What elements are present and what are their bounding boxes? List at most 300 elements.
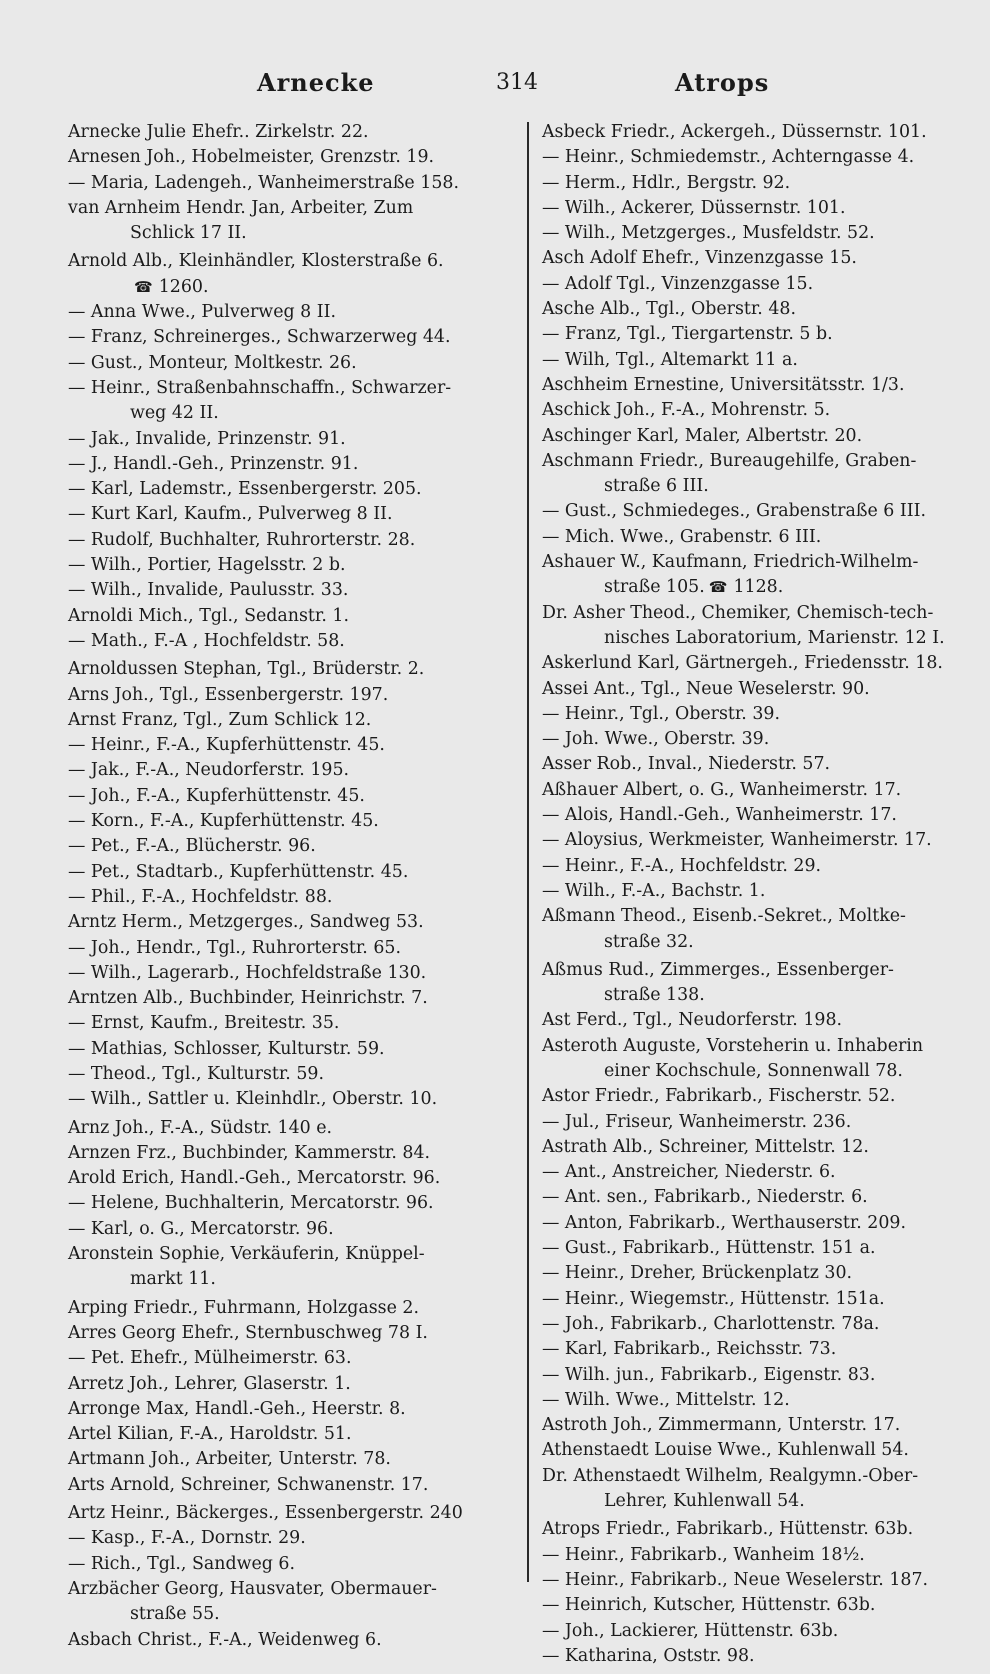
directory-entry	[542, 752, 972, 777]
entry-text: Artel Kilian, F.-A., Haroldstr. 51.	[68, 1424, 352, 1445]
entry-text: — Rudolf, Buchhalter, Ruhrorterstr. 28.	[68, 529, 416, 550]
entry-text: — Theod., Tgl., Kulturstr. 59.	[68, 1063, 324, 1084]
entry-text: — Wilh., F.-A., Bachstr. 1.	[542, 880, 766, 901]
entry-continuation	[68, 275, 500, 300]
directory-entry	[68, 708, 500, 733]
entry-text: Aschmann Friedr., Bureaugehilfe, Graben-	[542, 450, 917, 471]
directory-entry	[542, 1008, 972, 1033]
entry-line	[542, 297, 972, 322]
directory-entry	[68, 1321, 500, 1346]
entry-text: Asbeck Friedr., Ackergeh., Düssernstr. 101.	[542, 122, 927, 142]
entry-line	[68, 1397, 500, 1422]
entry-text: — Phil., F.-A., Hochfeldstr. 88.	[68, 886, 333, 907]
entry-line	[542, 1388, 972, 1413]
entry-line	[68, 885, 500, 910]
entry-text: Arzbächer Georg, Hausvater, Obermauer-	[68, 1578, 437, 1599]
entry-line	[542, 1211, 972, 1236]
entry-text: Asteroth Auguste, Vorsteherin u. Inhaberin	[542, 1035, 924, 1056]
entry-text: Athenstaedt Louise Wwe., Kuhlenwall 54.	[542, 1440, 909, 1461]
entry-text: Arntzen Alb., Buchbinder, Heinrichstr. 7.	[68, 988, 428, 1009]
directory-entry	[542, 196, 972, 221]
entry-text: einer Kochschule, Sonnenwall 78.	[604, 1060, 903, 1081]
directory-entry	[68, 325, 500, 350]
directory-entry	[542, 1034, 972, 1085]
entry-line	[542, 221, 972, 246]
entry-text: Ast Ferd., Tgl., Neudorferstr. 198.	[542, 1010, 843, 1031]
entry-line	[542, 120, 972, 145]
entry-line	[542, 424, 972, 449]
directory-entry	[68, 834, 500, 859]
directory-entry	[542, 778, 972, 803]
entry-line	[68, 452, 500, 477]
directory-entry	[68, 578, 500, 603]
entry-line	[542, 1413, 972, 1438]
entry-line	[68, 1116, 500, 1141]
entry-text: — Adolf Tgl., Vinzenzgasse 15.	[542, 273, 814, 294]
entry-text: — Heinr., Fabrikarb., Wanheim 18½.	[542, 1544, 865, 1565]
entry-text: — Karl, Lademstr., Essenbergerstr. 205.	[68, 479, 422, 500]
entry-text: Schlick 17 II.	[130, 223, 247, 244]
entry-line	[542, 828, 972, 853]
directory-entry	[542, 1337, 972, 1362]
directory-entry	[68, 1422, 500, 1447]
directory-entry	[68, 1372, 500, 1397]
directory-entry	[68, 452, 500, 477]
entry-continuation	[542, 575, 972, 600]
entry-text: Arnst Franz, Tgl., Zum Schlick 12.	[68, 709, 372, 730]
directory-entry	[542, 171, 972, 196]
entry-line	[68, 1191, 500, 1216]
entry-text: van Arnheim Hendr. Jan, Arbeiter, Zum	[68, 197, 414, 218]
directory-entry	[542, 1287, 972, 1312]
directory-entry	[68, 1447, 500, 1472]
directory-entry	[542, 1593, 972, 1618]
entry-continuation	[542, 474, 972, 499]
entry-text: — Wilh, Tgl., Altemarkt 11 a.	[542, 349, 798, 370]
entry-text: Arntz Herm., Metzgerges., Sandweg 53.	[68, 912, 424, 933]
directory-entry	[68, 809, 500, 834]
entry-text: — Joh., Lackierer, Hüttenstr. 63b.	[542, 1620, 839, 1641]
entry-line	[542, 1160, 972, 1185]
entry-line	[542, 1110, 972, 1135]
entry-text: Astrath Alb., Schreiner, Mittelstr. 12.	[542, 1136, 869, 1157]
directory-entry	[542, 1211, 972, 1236]
entry-line	[542, 1084, 972, 1109]
directory-entry	[68, 1191, 500, 1216]
entry-text: — Joh., Hendr., Tgl., Ruhrorterstr. 65.	[68, 937, 402, 958]
directory-entry	[542, 145, 972, 170]
entry-line	[542, 196, 972, 221]
directory-entry	[68, 1217, 500, 1242]
entry-text: — Herm., Hdlr., Bergstr. 92.	[542, 172, 791, 193]
entry-text: — Wilh., Invalide, Paulusstr. 33.	[68, 580, 349, 601]
entry-line	[68, 376, 500, 401]
directory-entry	[68, 936, 500, 961]
entry-line	[68, 784, 500, 809]
entry-line	[542, 1337, 972, 1362]
entry-line	[68, 1242, 500, 1267]
entry-line	[68, 1552, 500, 1577]
entry-line	[68, 1011, 500, 1036]
directory-entry	[68, 249, 500, 300]
entry-line	[542, 752, 972, 777]
entry-text: Arts Arnold, Schreiner, Schwanenstr. 17.	[68, 1474, 429, 1495]
entry-text: Arnecke Julie Ehefr.. Zirkelstr. 22.	[68, 122, 369, 142]
entry-text: — Rich., Tgl., Sandweg 6.	[68, 1553, 296, 1574]
entry-text: Arres Georg Ehefr., Sternbuschweg 78 I.	[68, 1322, 428, 1343]
entry-text: Aschinger Karl, Maler, Albertstr. 20.	[542, 425, 863, 446]
left-column	[68, 120, 500, 1653]
entry-line	[542, 322, 972, 347]
entry-text: — Wilh., Portier, Hagelsstr. 2 b.	[68, 555, 346, 576]
entry-line	[542, 702, 972, 727]
directory-entry	[68, 1062, 500, 1087]
entry-line	[542, 854, 972, 879]
entry-text: — Wilh., Lagerarb., Hochfeldstraße 130.	[68, 962, 427, 983]
entry-line	[68, 1577, 500, 1602]
directory-entry	[542, 803, 972, 828]
entry-text: — Jul., Friseur, Wanheimerstr. 236.	[542, 1111, 852, 1132]
entry-continuation	[68, 401, 500, 426]
entry-text: — Joh., Fabrikarb., Charlottenstr. 78a.	[542, 1313, 880, 1334]
header-right-keyword: Atrops	[675, 68, 770, 97]
directory-entry	[542, 398, 972, 423]
entry-text: Aßhauer Albert, o. G., Wanheimerstr. 17.	[542, 779, 902, 800]
entry-continuation	[68, 221, 500, 246]
entry-line	[542, 398, 972, 423]
entry-line	[68, 657, 500, 682]
entry-line	[542, 449, 972, 474]
entry-line	[542, 1135, 972, 1160]
directory-entry	[68, 376, 500, 427]
entry-line	[542, 1619, 972, 1644]
entry-continuation	[542, 1489, 972, 1514]
entry-line	[542, 1287, 972, 1312]
entry-line	[68, 1141, 500, 1166]
telephone-icon: ☎	[134, 277, 153, 296]
entry-line	[68, 427, 500, 452]
entry-line	[68, 1628, 500, 1653]
directory-entry	[542, 879, 972, 904]
directory-entry	[542, 449, 972, 500]
entry-line	[542, 1312, 972, 1337]
entry-line	[542, 727, 972, 752]
entry-continuation	[542, 626, 972, 651]
entry-text: — Mathias, Schlosser, Kulturstr. 59.	[68, 1038, 385, 1059]
directory-entry	[68, 1037, 500, 1062]
directory-entry	[68, 1011, 500, 1036]
directory-entry	[542, 601, 972, 652]
entry-line	[68, 553, 500, 578]
directory-entry	[542, 1312, 972, 1337]
entry-text: Ashauer W., Kaufmann, Friedrich-Wilhelm-	[542, 552, 919, 573]
entry-line	[542, 171, 972, 196]
right-column	[542, 120, 972, 1669]
entry-text: — Anton, Fabrikarb., Werthauserstr. 209.	[542, 1212, 907, 1233]
entry-text: straße 6 III.	[604, 476, 709, 497]
entry-continuation	[542, 983, 972, 1008]
entry-text: Arronge Max, Handl.-Geh., Heerstr. 8.	[68, 1398, 406, 1419]
directory-entry	[68, 629, 500, 654]
entry-text: — Gust., Fabrikarb., Hüttenstr. 151 a.	[542, 1238, 876, 1259]
directory-entry	[542, 1464, 972, 1515]
directory-entry	[542, 677, 972, 702]
directory-entry	[68, 1526, 500, 1551]
directory-entry	[542, 525, 972, 550]
entry-text: Arold Erich, Handl.-Geh., Mercatorstr. 96.	[68, 1168, 441, 1189]
entry-text: — Karl, Fabrikarb., Reichsstr. 73.	[542, 1339, 837, 1360]
directory-entry	[68, 683, 500, 708]
directory-entry	[68, 300, 500, 325]
entry-text: Aßmus Rud., Zimmerges., Essenberger-	[542, 959, 894, 980]
entry-line	[68, 986, 500, 1011]
entry-text: Asbach Christ., F.-A., Weidenweg 6.	[68, 1629, 382, 1650]
entry-line	[542, 677, 972, 702]
entry-text: Aßmann Theod., Eisenb.-Sekret., Moltke-	[542, 906, 906, 927]
entry-line	[542, 246, 972, 271]
directory-entry	[68, 1296, 500, 1321]
entry-text: Arping Friedr., Fuhrmann, Holzgasse 2.	[68, 1297, 419, 1318]
entry-line	[542, 348, 972, 373]
entry-text: — Wilh. Wwe., Mittelstr. 12.	[542, 1389, 790, 1410]
directory-entry	[542, 1261, 972, 1286]
entry-text: — Alois, Handl.-Geh., Wanheimerstr. 17.	[542, 805, 897, 826]
directory-entry	[68, 1397, 500, 1422]
entry-line	[542, 373, 972, 398]
entry-line	[68, 1526, 500, 1551]
entry-text: — Anna Wwe., Pulverweg 8 II.	[68, 302, 337, 323]
entry-text: Artz Heinr., Bäckerges., Essenbergerstr. 240	[68, 1503, 463, 1524]
entry-text: — Heinr., Schmiedemstr., Achterngasse 4.	[542, 147, 915, 168]
directory-entry	[68, 171, 500, 196]
entry-text: — Katharina, Oststr. 98.	[542, 1645, 755, 1666]
entry-line	[68, 1087, 500, 1112]
entry-text: — Heinr., F.-A., Hochfeldstr. 29.	[542, 855, 822, 876]
entry-text: Arnzen Frz., Buchbinder, Kammerstr. 84.	[68, 1142, 431, 1163]
directory-entry	[68, 1141, 500, 1166]
telephone-icon: ☎	[708, 578, 728, 597]
entry-line	[542, 879, 972, 904]
entry-line	[542, 1517, 972, 1542]
entry-line	[68, 120, 500, 145]
entry-line	[542, 1464, 972, 1489]
entry-line	[68, 1346, 500, 1371]
entry-text: — Gust., Schmiedeges., Grabenstraße 6 III.	[542, 501, 927, 522]
entry-line	[68, 351, 500, 376]
entry-line	[68, 196, 500, 221]
entry-text: Asche Alb., Tgl., Oberstr. 48.	[542, 299, 796, 320]
directory-entry	[68, 502, 500, 527]
entry-line	[542, 145, 972, 170]
entry-line	[542, 1034, 972, 1059]
entry-continuation	[68, 1267, 500, 1292]
entry-line	[68, 1321, 500, 1346]
entry-line	[68, 1447, 500, 1472]
directory-entry	[68, 1087, 500, 1112]
entry-text: Arretz Joh., Lehrer, Glaserstr. 1.	[68, 1373, 351, 1394]
entry-text: — Heinr., Straßenbahnschaffn., Schwarzer-	[68, 377, 452, 398]
entry-text: — Heinr., Wiegemstr., Hüttenstr. 151a.	[542, 1288, 885, 1309]
directory-entry	[68, 1552, 500, 1577]
entry-text: straße 32.	[604, 931, 694, 952]
directory-entry	[68, 1501, 500, 1526]
entry-line	[68, 733, 500, 758]
entry-text: nisches Laboratorium, Marienstr. 12 I.	[604, 627, 945, 648]
entry-line	[68, 758, 500, 783]
entry-text: Arns Joh., Tgl., Essenbergerstr. 197.	[68, 684, 389, 705]
entry-line	[68, 145, 500, 170]
entry-text: Astroth Joh., Zimmermann, Unterstr. 17.	[542, 1415, 901, 1436]
directory-entry	[542, 424, 972, 449]
directory-entry	[68, 477, 500, 502]
entry-line	[68, 1422, 500, 1447]
entry-text: — Aloysius, Werkmeister, Wanheimerstr. 17.	[542, 830, 932, 851]
directory-entry	[68, 1242, 500, 1293]
directory-entry	[542, 348, 972, 373]
directory-entry	[542, 246, 972, 271]
entry-text: Arnold Alb., Kleinhändler, Klosterstraße 6.	[68, 251, 444, 272]
entry-text: — Heinr., Tgl., Oberstr. 39.	[542, 703, 781, 724]
entry-text: — Franz, Schreinerges., Schwarzerweg 44.	[68, 327, 451, 348]
entry-text: Aronstein Sophie, Verkäuferin, Knüppel-	[68, 1244, 425, 1265]
entry-line	[542, 803, 972, 828]
header-left-keyword: Arnecke	[257, 68, 375, 97]
directory-entry	[68, 657, 500, 682]
directory-entry	[542, 727, 972, 752]
entry-line	[68, 1501, 500, 1526]
entry-line	[68, 809, 500, 834]
entry-text: — Wilh., Metzgerges., Musfeldstr. 52.	[542, 223, 875, 244]
entry-text: weg 42 II.	[130, 403, 219, 424]
directory-entry	[68, 1116, 500, 1141]
entry-line	[68, 834, 500, 859]
entry-line	[68, 171, 500, 196]
entry-text: — Helene, Buchhalterin, Mercatorstr. 96.	[68, 1193, 434, 1214]
entry-text: — Franz, Tgl., Tiergartenstr. 5 b.	[542, 324, 833, 345]
directory-entry	[542, 828, 972, 853]
entry-line	[542, 550, 972, 575]
entry-text: Astor Friedr., Fabrikarb., Fischerstr. 52.	[542, 1086, 896, 1107]
entry-text: Atrops Friedr., Fabrikarb., Hüttenstr. 63b.	[542, 1519, 914, 1540]
entry-line	[68, 1296, 500, 1321]
directory-entry	[542, 1413, 972, 1438]
directory-entry	[542, 904, 972, 955]
entry-line	[68, 936, 500, 961]
entry-line	[68, 860, 500, 885]
directory-entry	[542, 1543, 972, 1568]
entry-text: — Gust., Monteur, Moltkestr. 26.	[68, 352, 357, 373]
entry-text: — Jak., Invalide, Prinzenstr. 91.	[68, 428, 346, 449]
directory-entry	[542, 297, 972, 322]
entry-text: Arnoldussen Stephan, Tgl., Brüderstr. 2.	[68, 659, 425, 680]
entry-line	[68, 1217, 500, 1242]
directory-entry	[68, 784, 500, 809]
entry-line	[68, 629, 500, 654]
page-header	[0, 68, 990, 108]
entry-text: Askerlund Karl, Gärtnergeh., Friedensstr. 18.	[542, 653, 943, 674]
entry-line	[542, 1185, 972, 1210]
directory-entry	[542, 373, 972, 398]
entry-text: — Heinrich, Kutscher, Hüttenstr. 63b.	[542, 1595, 876, 1616]
directory-entry	[68, 885, 500, 910]
entry-text: — Math., F.-A , Hochfeldstr. 58.	[68, 630, 345, 651]
directory-entry	[68, 351, 500, 376]
entry-text: — Pet., F.-A., Blücherstr. 96.	[68, 836, 316, 857]
entry-line	[68, 502, 500, 527]
entry-text: Asser Rob., Inval., Niederstr. 57.	[542, 754, 831, 775]
entry-line	[68, 1166, 500, 1191]
entry-line	[68, 477, 500, 502]
entry-text: Arnesen Joh., Hobelmeister, Grenzstr. 19.	[68, 147, 435, 168]
entry-text: — Kurt Karl, Kaufm., Pulverweg 8 II.	[68, 504, 393, 525]
directory-entry	[68, 961, 500, 986]
directory-entry	[68, 758, 500, 783]
entry-text: — J., Handl.-Geh., Prinzenstr. 91.	[68, 453, 359, 474]
directory-entry	[68, 1473, 500, 1498]
entry-line	[68, 910, 500, 935]
entry-line	[542, 1008, 972, 1033]
entry-text: — Ant., Anstreicher, Niederstr. 6.	[542, 1162, 836, 1183]
entry-text: — Mich. Wwe., Grabenstr. 6 III.	[542, 526, 822, 547]
entry-line	[542, 1568, 972, 1593]
directory-entry	[542, 1619, 972, 1644]
entry-text: — Korn., F.-A., Kupferhüttenstr. 45.	[68, 811, 379, 832]
directory-entry	[542, 322, 972, 347]
directory-entry	[542, 1084, 972, 1109]
entry-line	[68, 578, 500, 603]
entry-line	[68, 300, 500, 325]
directory-entry	[542, 1110, 972, 1135]
entry-line	[542, 272, 972, 297]
directory-entry	[542, 1568, 972, 1593]
entry-line	[542, 1543, 972, 1568]
entry-text: Aschick Joh., F.-A., Mohrenstr. 5.	[542, 400, 831, 421]
entry-text: Arnz Joh., F.-A., Südstr. 140 e.	[68, 1117, 333, 1138]
entry-line	[542, 651, 972, 676]
directory-entry	[542, 272, 972, 297]
entry-text: — Kasp., F.-A., Dornstr. 29.	[68, 1528, 306, 1549]
entry-text: — Ernst, Kaufm., Breitestr. 35.	[68, 1013, 340, 1034]
directory-entry	[68, 196, 500, 247]
entry-text: straße 138.	[604, 985, 705, 1006]
entry-text: markt 11.	[130, 1269, 216, 1290]
entry-line	[542, 601, 972, 626]
directory-entry	[68, 528, 500, 553]
entry-text: — Wilh., Ackerer, Düssernstr. 101.	[542, 197, 846, 218]
entry-line	[542, 499, 972, 524]
directory-entry	[68, 120, 500, 145]
entry-text: — Joh. Wwe., Oberstr. 39.	[542, 729, 770, 750]
directory-entry	[68, 1628, 500, 1653]
directory-entry	[542, 550, 972, 601]
entry-line	[68, 1062, 500, 1087]
entry-text: — Pet. Ehefr., Mülheimerstr. 63.	[68, 1348, 352, 1369]
entry-line	[542, 778, 972, 803]
entry-text: — Pet., Stadtarb., Kupferhüttenstr. 45.	[68, 861, 409, 882]
directory-entry	[68, 1577, 500, 1628]
entry-text: straße 55.	[130, 1604, 220, 1625]
entry-text: Arnoldi Mich., Tgl., Sedanstr. 1.	[68, 605, 349, 626]
directory-entry	[68, 145, 500, 170]
entry-line	[68, 528, 500, 553]
directory-entry	[542, 120, 972, 145]
entry-line	[542, 1644, 972, 1669]
directory-entry	[542, 1363, 972, 1388]
entry-continuation	[68, 1602, 500, 1627]
directory-entry	[542, 651, 972, 676]
entry-text: — Karl, o. G., Mercatorstr. 96.	[68, 1218, 334, 1239]
entry-line	[68, 249, 500, 274]
